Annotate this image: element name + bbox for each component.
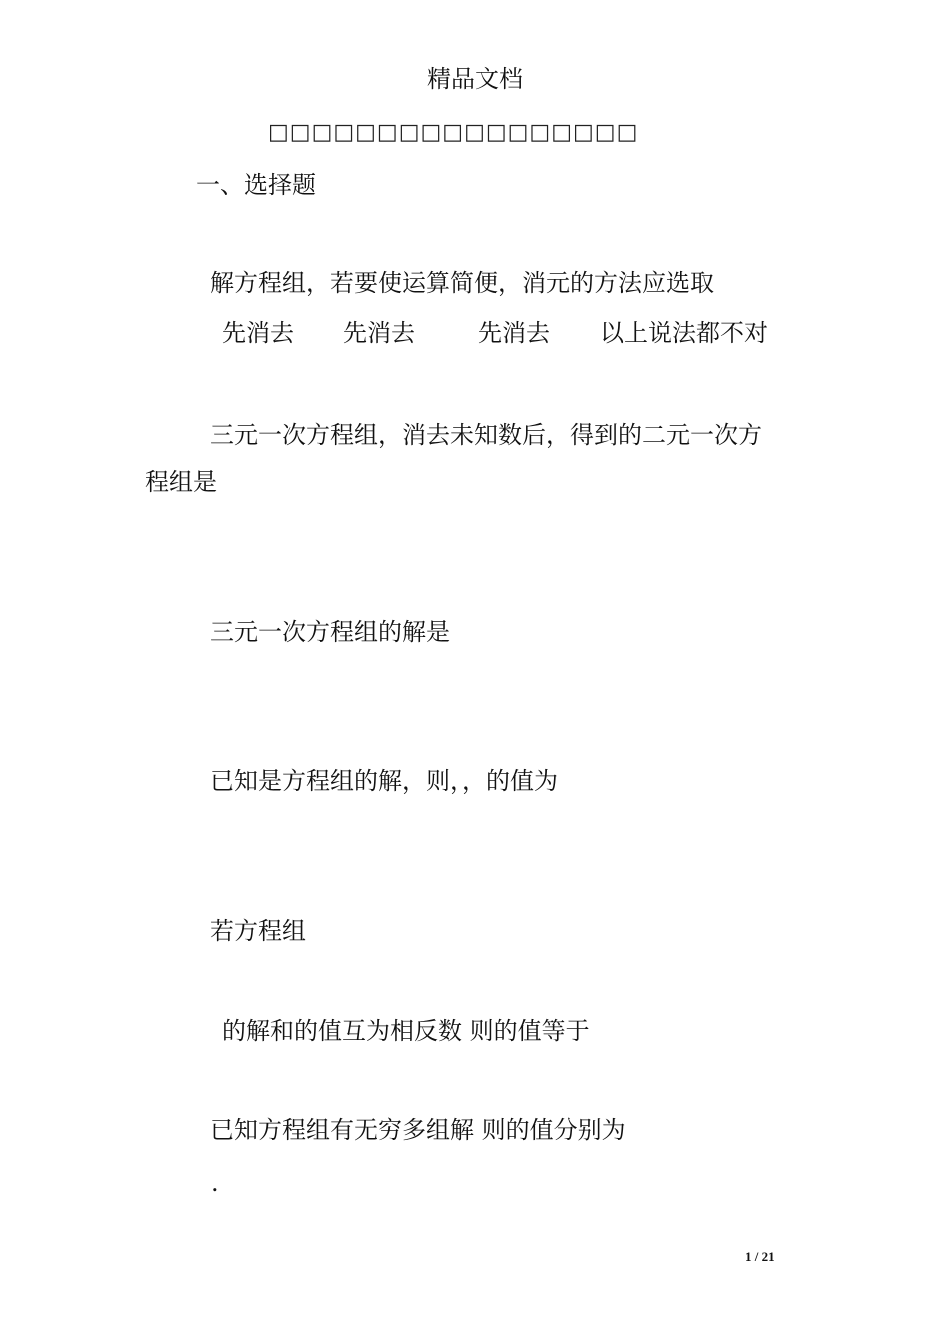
question-6-tail: . — [211, 1169, 219, 1197]
question-6-text: 已知方程组有无穷多组解 则的值分别为 — [210, 1116, 626, 1144]
question-1-option-c: 先消去 — [478, 319, 550, 347]
question-5-line-1: 若方程组 — [210, 917, 306, 945]
question-5-line-2: 的解和的值互为相反数 则的值等于 — [222, 1017, 590, 1045]
question-4-text: 已知是方程组的解，则，，的值为 — [210, 767, 558, 795]
page-number: 1 / 21 — [745, 1249, 775, 1264]
document-title-garbled: □□□□□□□□□□□□□□□□□ — [268, 120, 639, 145]
question-3-text: 三元一次方程组的解是 — [210, 618, 450, 646]
question-1-option-d: 以上说法都不对 — [600, 319, 768, 347]
question-2-line-2: 程组是 — [145, 468, 217, 496]
question-1-option-a: 先消去 — [222, 319, 294, 347]
section-heading: 一、选择题 — [196, 171, 316, 199]
question-2-line-1: 三元一次方程组，消去未知数后，得到的二元一次方 — [210, 421, 762, 449]
page-header-title: 精品文档 — [427, 65, 523, 93]
question-1-text: 解方程组，若要使运算简便，消元的方法应选取 — [210, 269, 714, 297]
question-1-option-b: 先消去 — [343, 319, 415, 347]
